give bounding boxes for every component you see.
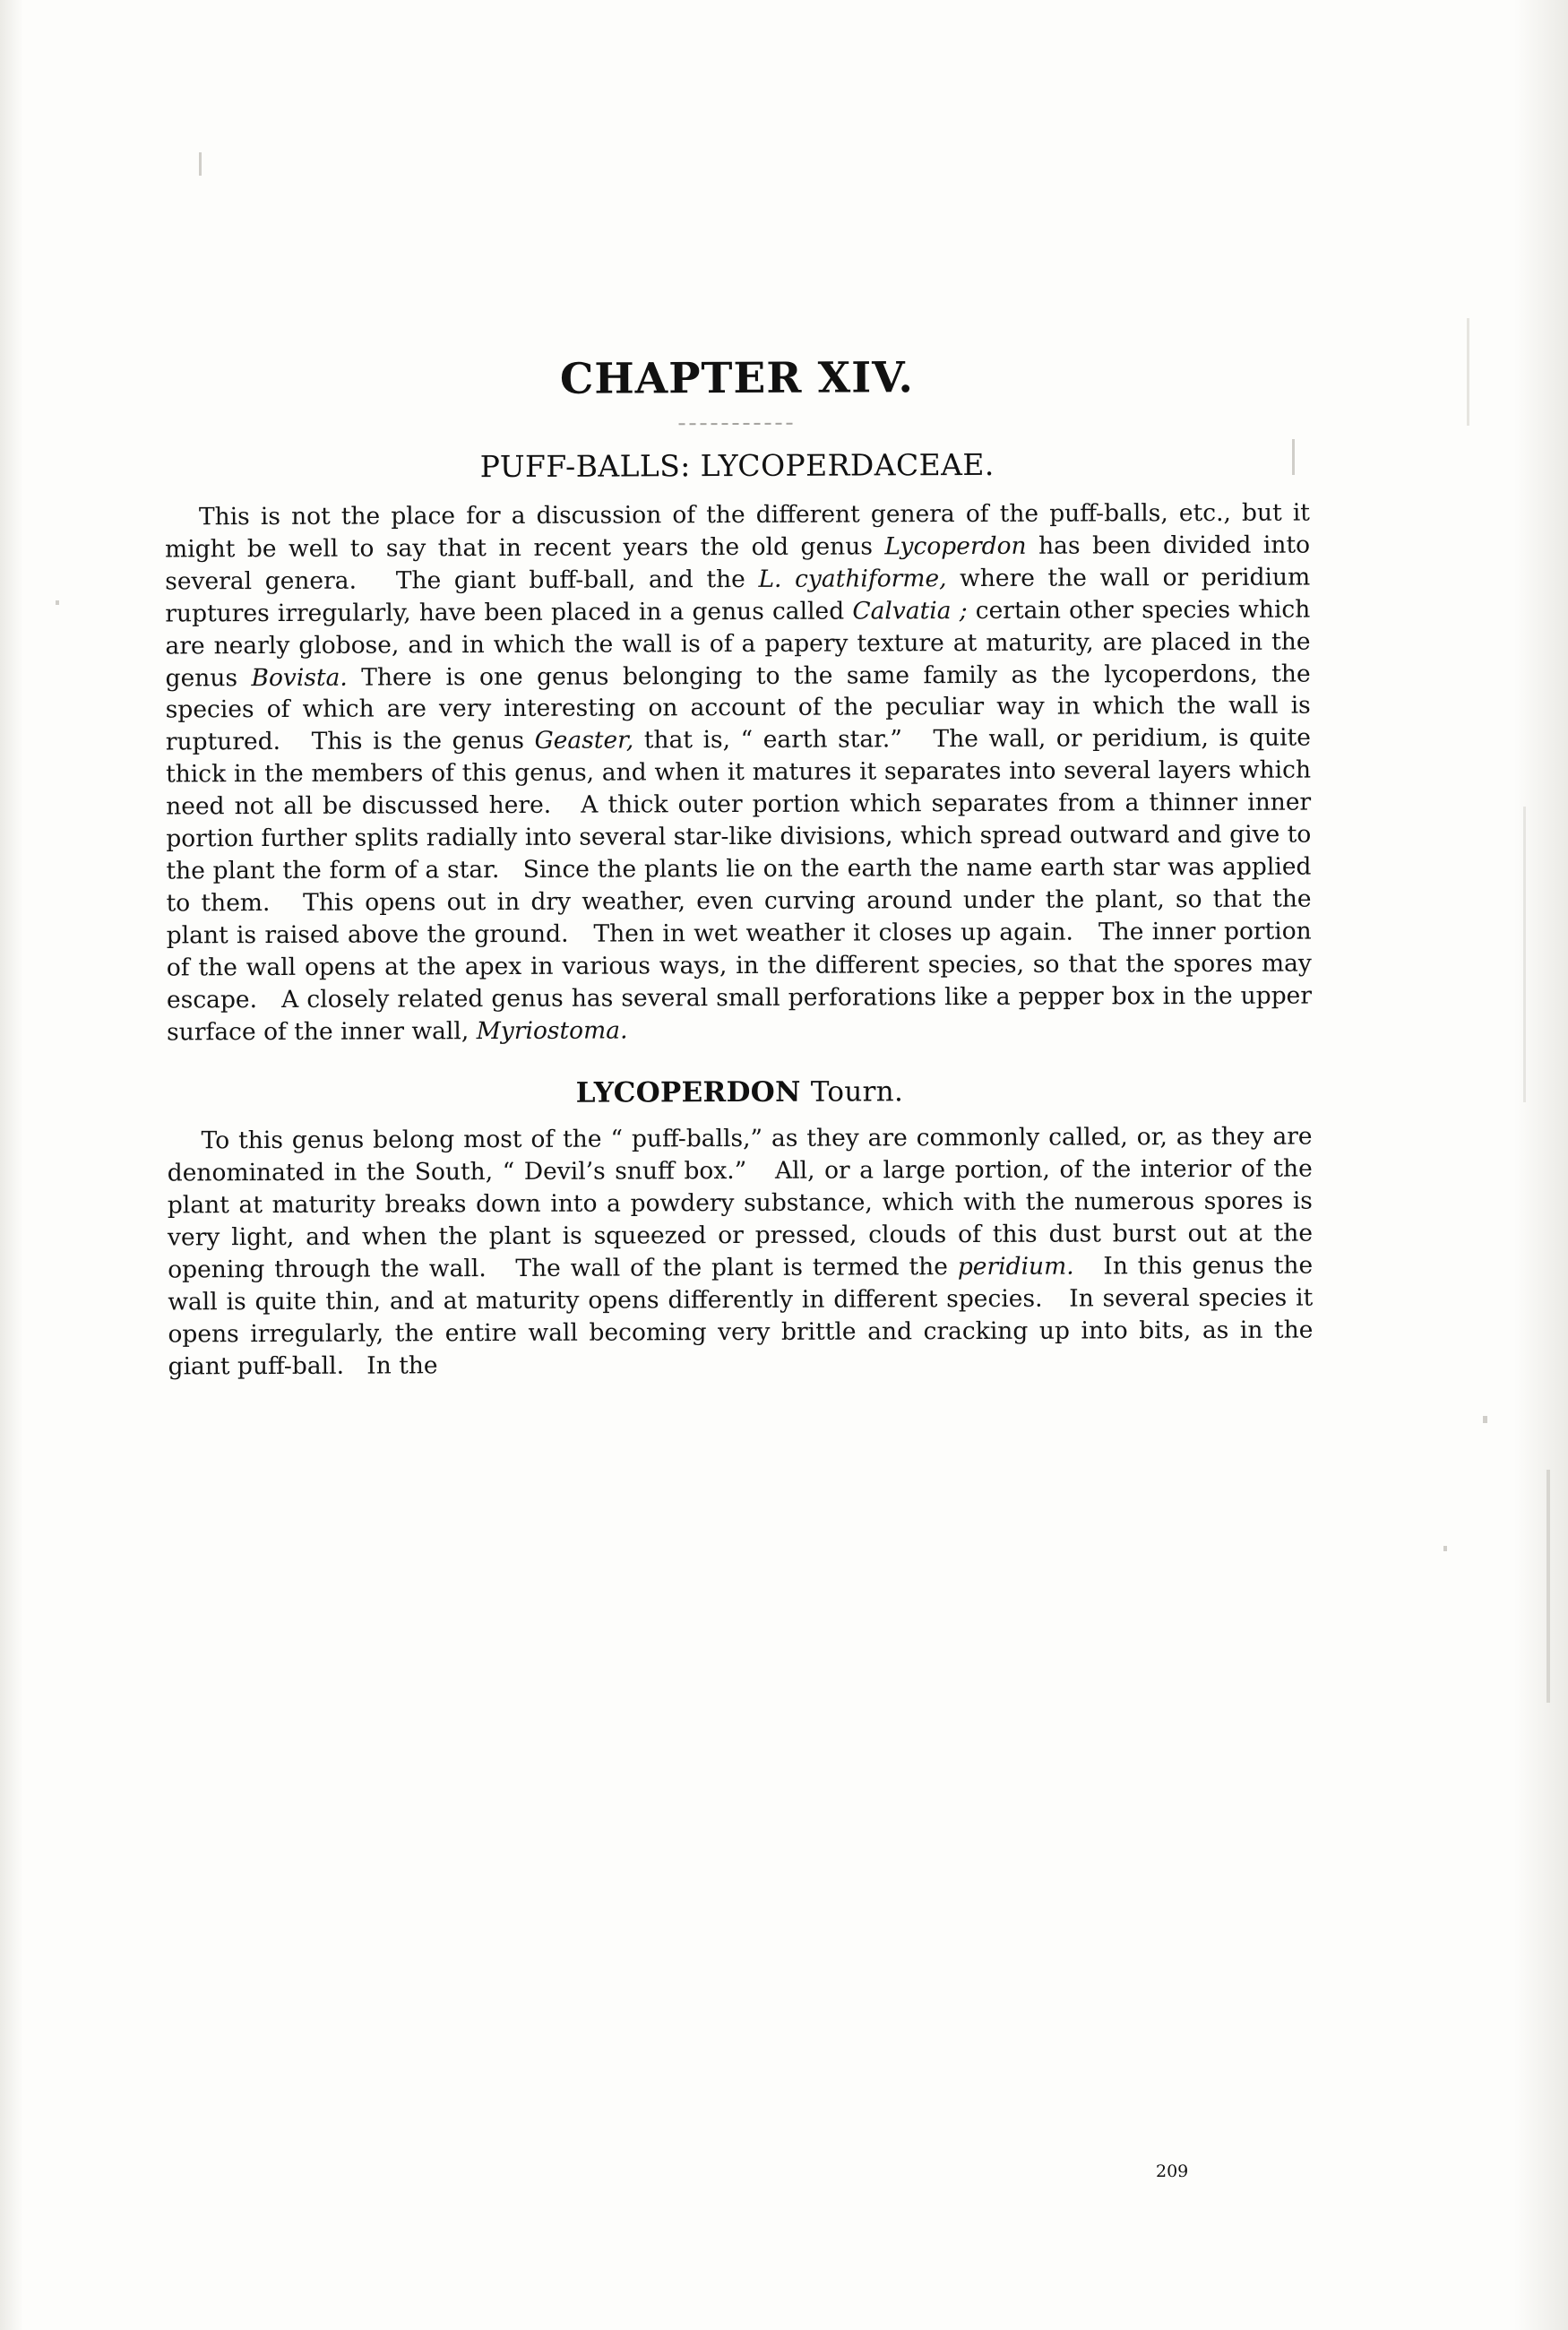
scan-speck (1467, 318, 1469, 426)
scan-speck (56, 600, 59, 605)
paragraph-lycoperdon-text: To this genus belong most of the “ puff-balls,” as they are commonly called, or, as they are denominated in the South, “ Devil’s snuff box.” All, or a large portion, of the interior of the plant at maturity breaks down into a powdery substance, which with the numerous spores is very light, and when the plant is squeezed or pressed, clouds of this dust burst out at the opening through the wall. The wall of the plant is termed the (167, 1122, 1314, 1284)
page-right-edge-shadow (1514, 0, 1568, 2330)
italic-term-calvatia: Calvatia ; (852, 596, 968, 626)
italic-term-cyathiforme: L. cyathiforme, (758, 564, 947, 593)
title-divider-rule (679, 423, 796, 425)
scan-speck (1523, 807, 1526, 1102)
italic-term-myriostoma: Myriostoma. (476, 1015, 628, 1045)
paragraph-lycoperdon: To this genus belong most of the “ puff-balls,” as they are commonly called, or, as they are denominated in the South, “ Devil’s snuff box.” All, or a large portion, of the interior of the plant at maturity breaks down into a powdery substance, which with the numerous spores is very light, and when the plant is squeezed or pressed, clouds of this dust burst out at the opening through the wall. The wall of the plant is termed the peridium. In this genus the wall is quite thin, and at maturity opens differently in different species. In several species it opens irregularly, the entire wall becoming very brittle and cracking up into bits, as in the giant puff-ball. In the (167, 1122, 1314, 1381)
scan-speck (1483, 1416, 1487, 1423)
italic-term-geaster: Geaster, (534, 726, 634, 755)
scan-speck (1546, 1470, 1550, 1703)
genus-heading-name: LYCOPERDON (575, 1076, 801, 1110)
section-heading: PUFF-BALLS: LYCOPERDACEAE. (479, 446, 995, 485)
scan-speck (199, 152, 202, 176)
paragraph-intro-text: This is not the place for a discussion of the different genera of the puff-balls, etc., but it might be well to say that in recent years the old genus (165, 498, 1310, 564)
scan-speck (1443, 1546, 1447, 1551)
italic-term-lycoperdon: Lycoperdon (884, 531, 1027, 561)
italic-term-bovista: Bovista. (251, 663, 348, 692)
page-content (164, 352, 1313, 1384)
genus-heading (167, 1074, 1312, 1111)
page-number: 209 (1156, 2162, 1189, 2181)
paragraph-intro: This is not the place for a discussion of the different genera of the puff-balls, etc., but it might be well to say that in recent years the old genus Lycoperdon has been divided into several genera. The giant buff-ball, and the L. cyathiforme, where the wall or peridium ruptures irregularly, have been placed in a genus called Calvatia ; certain other species which are nearly globose, and in which the wall is of a papery texture at maturity, are placed in the genus Bovista. There is one genus belonging to the same family as the lycoperdons, the species of which are very interesting on account of the peculiar way in which the wall is ruptured. This is the genus Geaster, that is, “ earth star.” The wall, or peridium, is quite thick in the members of this genus, and when it matures it separates into several layers which need not all be discussed here. A thick outer portion which separates from a thinner inner portion further splits radially into several star-like divisions, which spread outward and give to the plant the form of a star. Since the plants lie on the earth the name earth star was applied to them. This opens out in dry weather, even curving around under the plant, so that the plant is raised above the ground. Then in wet weather it closes up again. The inner portion of the wall opens at the apex in various ways, in the different species, so that the spores may escape. A closely related genus has several small perforations like a pepper box in the upper surface of the inner wall, Myriostoma. (165, 498, 1313, 1046)
italic-term-peridium: peridium. (957, 1252, 1074, 1282)
page-left-edge-shadow (0, 0, 23, 2330)
chapter-title: CHAPTER XIV. (559, 353, 914, 404)
genus-heading-authority: Tourn. (810, 1075, 904, 1109)
